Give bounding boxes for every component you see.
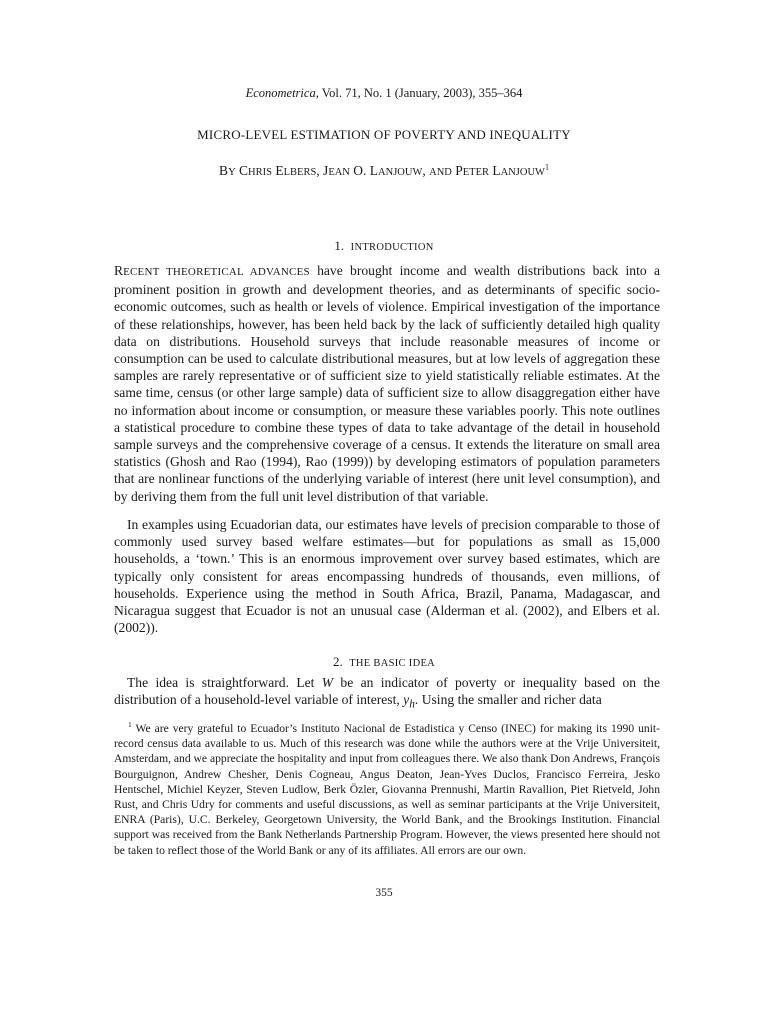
journal-citation xyxy=(0,86,768,101)
author1-cap: C xyxy=(239,163,249,178)
paper-title: MICRO-LEVEL ESTIMATION OF POVERTY AND INEQUALITY xyxy=(197,127,571,142)
lead-cap: R xyxy=(114,263,124,278)
section-heading-introduction xyxy=(0,238,768,254)
author2-first: EAN xyxy=(328,167,350,178)
math-subscript-h: h xyxy=(409,698,415,711)
paragraph-basic-idea xyxy=(114,674,660,714)
author1-cap2: E xyxy=(275,163,284,178)
section-number: 2. xyxy=(332,654,343,669)
section-title: THE BASIC IDEA xyxy=(349,658,436,669)
section-title: INTRODUCTION xyxy=(350,242,434,253)
paragraph-ecuador-examples: In examples using Ecuadorian data, our estimates have levels of precision comparable to those of commonly used survey based welfare estimates—but for populations as small as 15,000 households, a ‘town.’ This is an enormous improvement over survey based estimates, which are typically only consistent for areas encompassing hundreds of thousands, even millions, of households. Experience using the method in South Africa, Brazil, Panama, Madagascar, and Nicaragua suggest that Ecuador is not an unusual case (Alderman et al. (2002), and Elbers et al. (2002)). xyxy=(114,517,660,636)
footnote-text: We are very grateful to Ecuador’s Instituto Nacional de Estadistica y Censo (INEC) for making its 1990 unit-record census data available to us. Much of this research was done while the authors were at the Vrije Universiteit, Amsterdam, and we appreciate the hospitality and input from colleagues there. We also thank Don Andrews, François Bourguignon, Andrew Chesher, Denis Cogneau, Angus Deaton, Jean-Yves Duclos, Francisco Ferreira, Jesko Hentschel, Michiel Keyzer, Steven Ludlow, Berk Özler, Giovanna Prennushi, Martin Ravallion, Piet Rietveld, John Rust, and Chris Udry for comments and useful discussions, as well as seminar participants at the Vrije Universiteit, ENRA (Paris), U.C. Berkeley, Georgetown University, the World Bank, and the Brookings Institution. Financial support was received from the Bank Netherlands Partnership Program. However, the views presented here should not be taken to reflect those of the World Bank or any of its affiliates. All errors are our own. xyxy=(114,722,660,857)
section-number: 1. xyxy=(334,238,345,253)
author-line: BY CHRIS ELBERS, JEAN O. LANJOUW, AND PETER LANJOUW$^1$ xyxy=(219,162,549,178)
author-and: AND xyxy=(429,167,452,178)
math-symbol-w: W xyxy=(321,675,334,690)
author2-cap: J xyxy=(323,163,329,178)
author3-first: ETER xyxy=(462,167,489,178)
author1-last: LBERS xyxy=(283,167,317,178)
text-run: . Using the smaller and richer data xyxy=(414,692,602,708)
author3-cap: P xyxy=(455,163,463,178)
author2-middle: O. xyxy=(353,163,367,178)
journal-name: Econometrica xyxy=(245,86,316,100)
author3-cap2: L xyxy=(492,163,501,178)
footnote-1 xyxy=(114,721,660,858)
page-number: 355 xyxy=(375,887,393,899)
journal-volume-info: , Vol. 71, No. 1 (January, 2003), 355–364 xyxy=(315,86,523,100)
author2-cap2: L xyxy=(369,163,379,178)
text-run: The idea is straightforward. Let xyxy=(127,675,322,690)
by-cap: B xyxy=(219,163,229,178)
lead-smallcaps: ECENT THEORETICAL ADVANCES xyxy=(123,266,310,278)
paragraph-introduction xyxy=(114,262,660,505)
footnote-marker: 1 xyxy=(128,720,132,730)
by-rest: Y xyxy=(228,167,236,178)
text-run: be an indicator of poverty or inequality based on the distribution of a household-level variable of interest, xyxy=(114,675,660,708)
author1-first: HRIS xyxy=(248,167,272,178)
section-heading-basic-idea xyxy=(0,654,768,670)
math-symbol-y: y xyxy=(403,692,410,708)
author-footnote-marker[interactable]: 1 xyxy=(544,162,549,172)
author3-last: ANJOUW xyxy=(500,167,545,178)
author2-last: ANJOUW xyxy=(378,167,423,178)
paragraph-text: have brought income and wealth distributions back into a prominent position in growth and development theories, and as determinants of specific socio-economic outcomes, such as health or levels of violence. Empirical investigation of the importance of these relationships, however, has been held back by the lack of sufficiently detailed high quality data on distributions. Household surveys that include reasonable measures of income or consumption can be used to calculate distributional measures, but at low levels of aggregation these samples are rarely representative or of sufficient size to yield statistically reliable estimates. At the same time, census (or other large sample) data of sufficient size to allow disaggregation either have no information about income or consumption, or measure these variables poorly. This note outlines a statistical procedure to combine these types of data to take advantage of the detail in household sample surveys and the comprehensive coverage of a census. It extends the literature on small area statistics (Ghosh and Rao (1994), Rao (1999)) by developing estimators of population parameters that are nonlinear functions of the underlying variable of interest (here unit level consumption), and by deriving them from the full unit level distribution of that variable. xyxy=(114,263,660,504)
